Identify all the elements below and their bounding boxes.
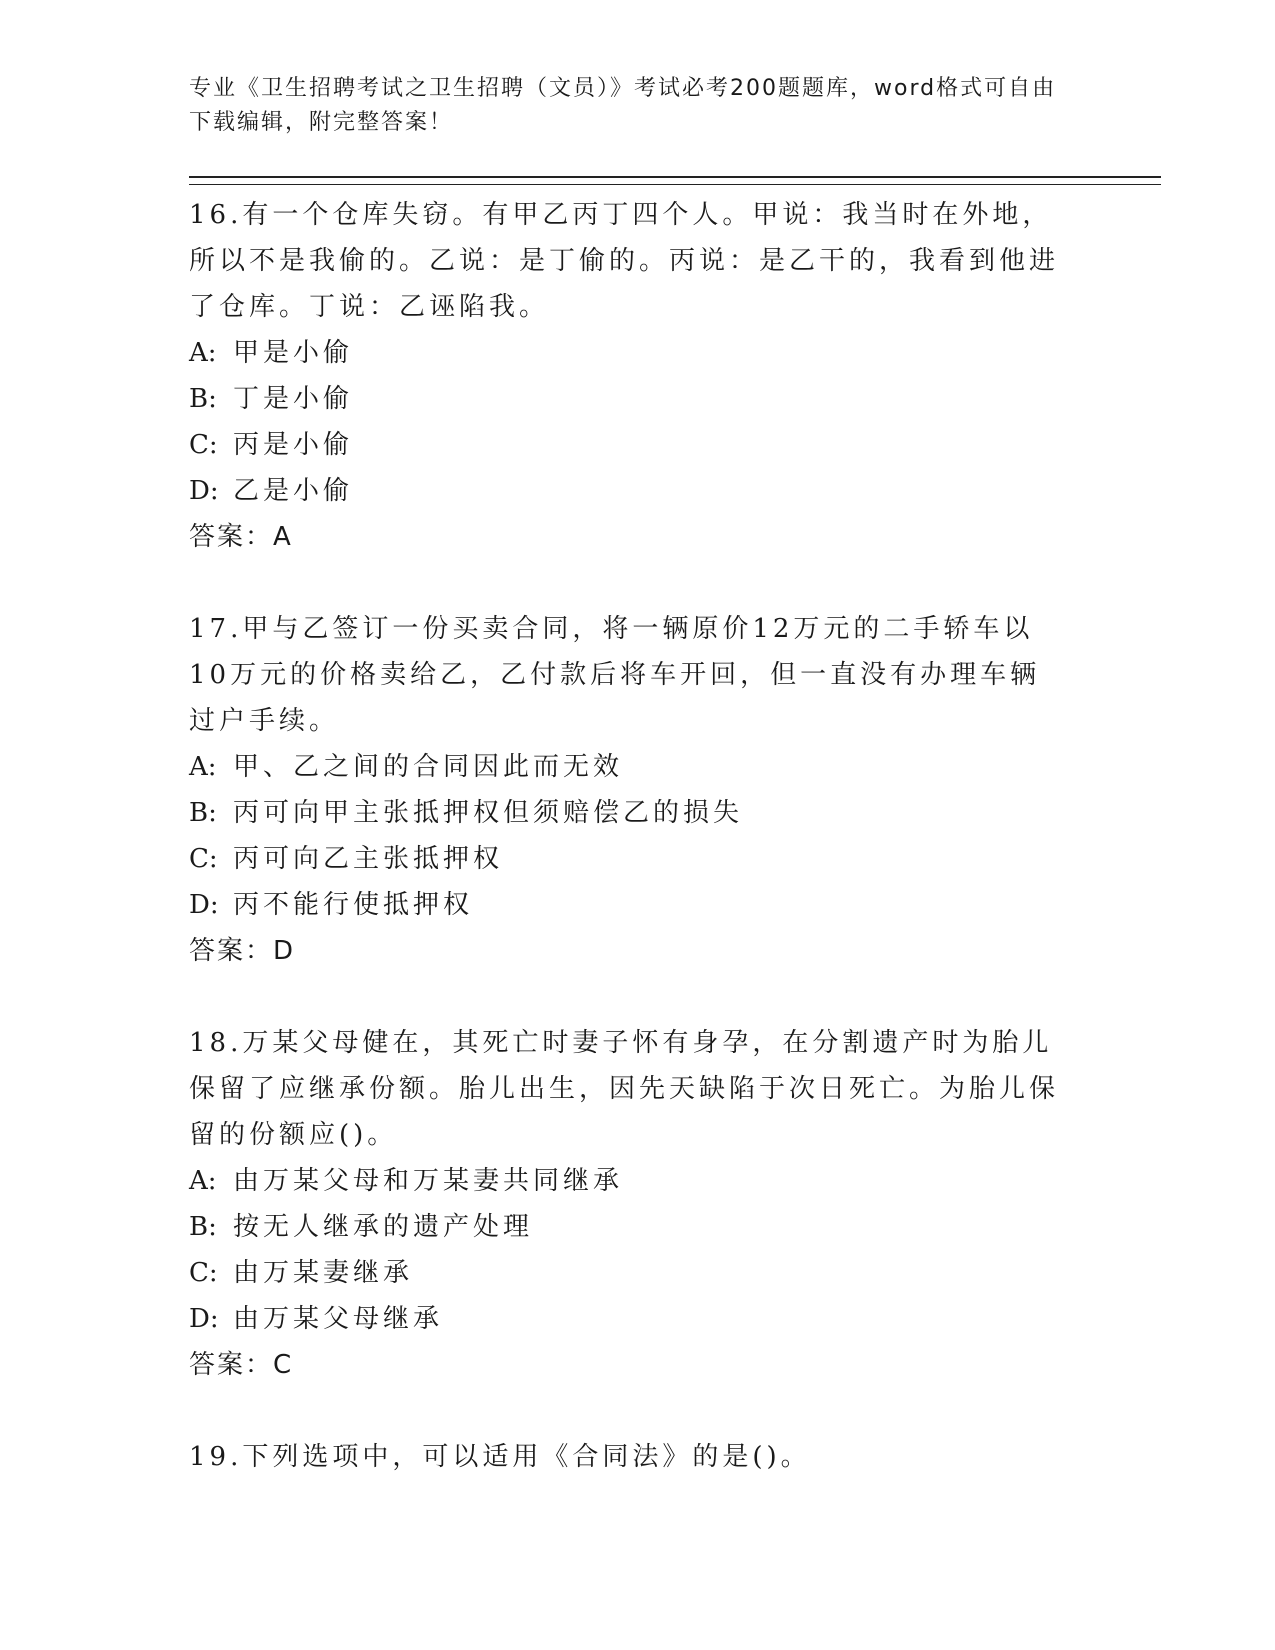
option-text: 丙不能行使抵押权 — [233, 890, 474, 920]
option-d — [189, 1296, 1069, 1342]
option-c — [189, 1250, 1069, 1296]
option-d — [189, 882, 1069, 928]
option-text: 丙可向甲主张抵押权但须赔偿乙的损失 — [233, 798, 744, 828]
option-b — [189, 376, 1069, 422]
option-b — [189, 790, 1069, 836]
option-a — [189, 330, 1069, 376]
answer-line: 答案：C — [189, 1350, 294, 1380]
question-19 — [189, 1434, 1069, 1480]
document-intro: 专业《卫生招聘考试之卫生招聘（文员）》考试必考200题题库，word格式可自由下载编辑，附完整答案！ — [189, 76, 1057, 135]
option-letter: B: — [189, 384, 217, 414]
option-c — [189, 836, 1069, 882]
option-letter: D: — [189, 1304, 219, 1334]
question-list — [189, 192, 1069, 1526]
question-stem: 16.有一个仓库失窃。有甲乙丙丁四个人。甲说：我当时在外地，所以不是我偷的。乙说：是丁偷的。丙说：是乙干的，我看到他进了仓库。丁说：乙诬陷我。 — [189, 200, 1060, 322]
option-text: 丁是小偷 — [233, 384, 354, 414]
question-18 — [189, 1020, 1069, 1388]
option-letter: B: — [189, 1212, 217, 1242]
option-text: 按无人继承的遗产处理 — [233, 1212, 534, 1242]
option-letter: D: — [189, 476, 219, 506]
option-letter: B: — [189, 798, 217, 828]
option-c — [189, 422, 1069, 468]
question-stem: 19.下列选项中，可以适用《合同法》的是()。 — [189, 1442, 811, 1472]
option-b — [189, 1204, 1069, 1250]
option-text: 丙可向乙主张抵押权 — [233, 844, 504, 874]
option-d — [189, 468, 1069, 514]
option-text: 甲、乙之间的合同因此而无效 — [233, 752, 624, 782]
question-16 — [189, 192, 1069, 560]
option-text: 丙是小偷 — [233, 430, 354, 460]
answer-line: 答案：D — [189, 936, 296, 966]
option-letter: A: — [189, 752, 217, 782]
option-text: 由万某妻继承 — [233, 1258, 414, 1288]
header-divider — [189, 176, 1161, 185]
option-letter: A: — [189, 1166, 217, 1196]
question-17 — [189, 606, 1069, 974]
option-text: 由万某父母和万某妻共同继承 — [233, 1166, 624, 1196]
option-text: 乙是小偷 — [233, 476, 354, 506]
option-letter: A: — [189, 338, 217, 368]
option-a — [189, 1158, 1069, 1204]
question-stem: 17.甲与乙签订一份买卖合同，将一辆原价12万元的二手轿车以10万元的价格卖给乙，乙付款后将车开回，但一直没有办理车辆过户手续。 — [189, 614, 1041, 736]
option-text: 由万某父母继承 — [233, 1304, 444, 1334]
option-letter: C: — [189, 844, 218, 874]
option-letter: D: — [189, 890, 219, 920]
answer-line: 答案：A — [189, 522, 293, 552]
option-text: 甲是小偷 — [233, 338, 354, 368]
option-letter: C: — [189, 430, 218, 460]
option-letter: C: — [189, 1258, 218, 1288]
option-a — [189, 744, 1069, 790]
question-stem: 18.万某父母健在，其死亡时妻子怀有身孕，在分割遗产时为胎儿保留了应继承份额。胎儿出生，因先天缺陷于次日死亡。为胎儿保留的份额应()。 — [189, 1028, 1060, 1150]
